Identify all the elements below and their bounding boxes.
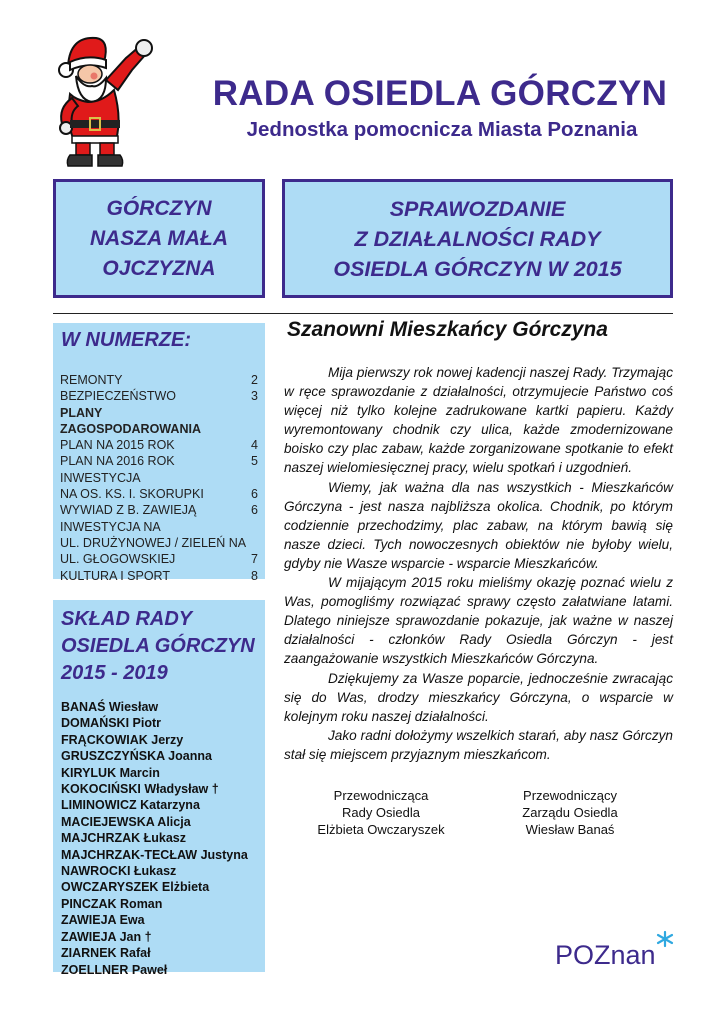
toc-item-page: 6 bbox=[251, 487, 258, 502]
report-title-line: SPRAWOZDANIE bbox=[389, 196, 566, 221]
council-member: KIRYLUK Marcin bbox=[61, 765, 160, 780]
council-heading-line: 2015 - 2019 bbox=[61, 662, 168, 684]
council-member: NAWROCKI Łukasz bbox=[61, 864, 177, 879]
signature-chair-council bbox=[300, 787, 462, 838]
toc-item bbox=[60, 470, 258, 486]
report-title-line: OSIEDLA GÓRCZYN W 2015 bbox=[333, 256, 622, 281]
page-title: RADA OSIEDLA GÓRCZYN bbox=[212, 74, 668, 113]
council-heading-line: SKŁAD RADY bbox=[61, 608, 193, 630]
toc-item bbox=[60, 502, 258, 518]
toc-item bbox=[60, 405, 258, 421]
council-panel bbox=[53, 600, 265, 977]
letter-paragraph: Mija pierwszy rok nowej kadencji naszej Rady. Trzymając w ręce sprawozdanie z działalności, otrzymujecie Państwo coś więcej niż tylko kolejne zadrukowane kartki papieru. Każdy wyremontowany chodnik czy ulica, każde zmodernizowane boisko czy plac zabaw, każde zorganizowane spotkanie to efekt naszej wielomiesięcznej pracy, wielu spotkań i uzgodnień. bbox=[284, 365, 673, 476]
toc-item-label: INWESTYCJA NA bbox=[60, 519, 161, 534]
council-member: LIMINOWICZ Katarzyna bbox=[61, 798, 200, 813]
motto-box bbox=[53, 179, 265, 298]
toc-item-label: REMONTY bbox=[60, 373, 123, 387]
toc-item bbox=[60, 453, 258, 469]
council-member: FRĄCKOWIAK Jerzy bbox=[61, 732, 184, 747]
toc-item-label: PLAN NA 2015 ROK bbox=[60, 438, 175, 453]
toc-item-label: ZAGOSPODAROWANIA bbox=[60, 421, 201, 436]
toc-item bbox=[60, 551, 258, 567]
council-member: ZAWIEJA Jan † bbox=[61, 929, 152, 944]
council-member: MACIEJEWSKA Alicja bbox=[61, 814, 191, 829]
toc-item-label: UL. DRUŻYNOWEJ / ZIELEŃ NA bbox=[60, 535, 247, 550]
motto-line: GÓRCZYN bbox=[106, 196, 212, 220]
letter-greeting: Szanowni Mieszkańcy Górczyna bbox=[287, 318, 608, 341]
report-title-box bbox=[282, 179, 673, 298]
toc-item bbox=[60, 535, 258, 551]
council-member: MAJCHRZAK Łukasz bbox=[61, 831, 187, 846]
signature-line: Wiesław Banaś bbox=[525, 822, 615, 837]
council-member: MAJCHRZAK-TECŁAW Justyna bbox=[61, 847, 248, 862]
toc-item bbox=[60, 388, 258, 404]
santa-illustration bbox=[48, 28, 158, 168]
letter-paragraph: Wiemy, jak ważna dla nas wszystkich - Mieszkańców Górczyna - jest nasza najbliższa okolica. Chodnik, po którym codziennie przechodzimy, plac zabaw, na którym bawią się nasze dzieci. Tych nowoczesnych obiektów nie byłoby wielu, gdyby nie Wasze wsparcie - wsparcie Mieszkańców. bbox=[284, 479, 673, 571]
poznan-logo bbox=[555, 930, 680, 972]
council-member: KOKOCIŃSKI Władysław † bbox=[61, 782, 219, 797]
council-member: ZAWIEJA Ewa bbox=[61, 913, 145, 928]
toc-item-page: 5 bbox=[251, 454, 258, 469]
signature-line: Przewodnicząca bbox=[333, 788, 429, 803]
toc-item-page: 3 bbox=[251, 389, 258, 404]
signature-line: Przewodniczący bbox=[523, 788, 617, 803]
toc-item-label: INWESTYCJA bbox=[60, 470, 141, 485]
toc-item-label: BEZPIECZEŃSTWO bbox=[60, 389, 176, 404]
council-member: OWCZARYSZEK Elżbieta bbox=[61, 880, 210, 895]
logo-star-icon bbox=[658, 932, 672, 946]
toc-item-label: NA OS. KS. I. SKORUPKI bbox=[60, 487, 204, 502]
toc-list bbox=[60, 372, 258, 584]
council-member: GRUSZCZYŃSKA Joanna bbox=[61, 749, 212, 764]
toc-item bbox=[60, 372, 258, 388]
divider bbox=[53, 313, 673, 314]
logo-text: POZnan bbox=[555, 940, 656, 970]
toc-item bbox=[60, 421, 258, 437]
council-heading-line: OSIEDLA GÓRCZYN bbox=[61, 635, 255, 657]
letter-paragraph: Dziękujemy za Wasze poparcie, jednocześnie zwracając się do Was, drodzy mieszkańcy Górczyna, o wsparcie w kolejnym roku naszej działalności. bbox=[284, 670, 673, 724]
signature-line: Elżbieta Owczaryszek bbox=[317, 822, 445, 837]
motto-line: OJCZYZNA bbox=[102, 256, 216, 280]
toc-item bbox=[60, 568, 258, 584]
toc-item bbox=[60, 486, 258, 502]
signature-chair-board bbox=[480, 787, 660, 838]
signature-line: Rady Osiedla bbox=[341, 805, 421, 820]
council-member: ZIARNEK Rafał bbox=[61, 946, 151, 961]
letter-body bbox=[284, 363, 673, 764]
report-title-line: Z DZIAŁALNOŚCI RADY bbox=[354, 226, 601, 251]
signature-line: Zarządu Osiedla bbox=[522, 805, 618, 820]
council-member: PINCZAK Roman bbox=[61, 896, 163, 911]
toc-item-label: UL. GŁOGOWSKIEJ bbox=[60, 552, 176, 567]
council-member: BANAŚ Wiesław bbox=[61, 700, 159, 714]
toc-item-label: PLANY bbox=[60, 405, 103, 420]
table-of-contents bbox=[53, 323, 265, 583]
toc-item-page: 8 bbox=[251, 568, 258, 583]
toc-item-page: 6 bbox=[251, 503, 258, 518]
page-subtitle: Jednostka pomocnicza Miasta Poznania bbox=[246, 118, 638, 141]
letter-paragraph: W mijającym 2015 roku mieliśmy okazję poznać wielu z Was, pomogliśmy rozwiązać sprawy często załatwiane latami. Dlatego niniejsze sprawozdanie pokazuje, jak ważne w naszej działalności - członków Rady Osiedla Górczyn - jest zaangażowanie wszystkich Mieszkańców Górczyna. bbox=[284, 575, 673, 667]
council-member: DOMAŃSKI Piotr bbox=[61, 716, 161, 731]
letter-paragraph: Jako radni dołożymy wszelkich starań, aby nasz Górczyn stał się miejscem przyjaznym mieszkańcom. bbox=[284, 727, 673, 762]
toc-item bbox=[60, 519, 258, 535]
council-member: ZOELLNER Paweł bbox=[61, 962, 168, 977]
council-heading bbox=[61, 606, 258, 687]
member-list bbox=[61, 699, 258, 978]
toc-item-page: 7 bbox=[251, 552, 258, 567]
toc-heading: W NUMERZE: bbox=[61, 329, 191, 351]
toc-item-label: PLAN NA 2016 ROK bbox=[60, 454, 175, 469]
toc-item-page: 4 bbox=[251, 438, 258, 453]
toc-item-label: KULTURA I SPORT bbox=[60, 568, 170, 583]
motto-line: NASZA MAŁA bbox=[89, 226, 229, 250]
toc-item-label: WYWIAD Z B. ZAWIEJĄ bbox=[60, 503, 197, 518]
toc-item-page: 2 bbox=[251, 373, 258, 387]
toc-item bbox=[60, 437, 258, 453]
